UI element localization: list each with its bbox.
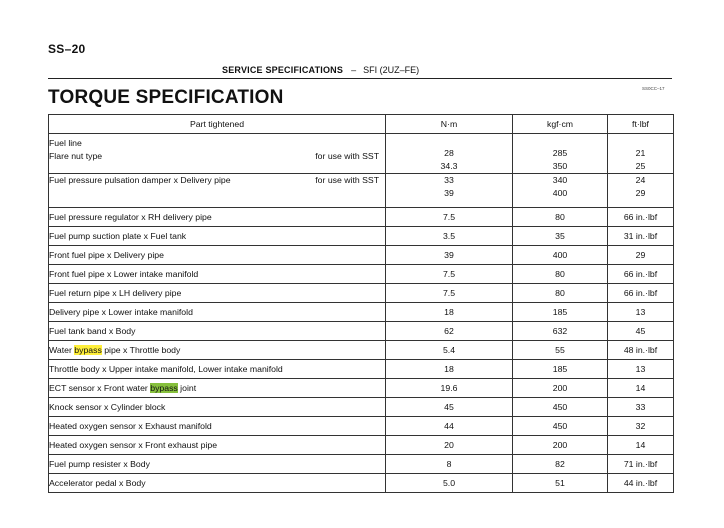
ft-cell: 66 in.·lbf xyxy=(608,208,674,227)
header-separator: – xyxy=(351,65,357,75)
fuel-line-heading: Fuel line xyxy=(49,138,82,148)
kgf-cell: 35 xyxy=(513,227,608,246)
sst-note: for use with SST xyxy=(315,151,379,161)
nm-value: 39 xyxy=(444,188,454,198)
nm-cell: 5.4 xyxy=(386,341,513,360)
kgf-cell: 80 xyxy=(513,265,608,284)
kgf-cell: 80 xyxy=(513,284,608,303)
section-title: SERVICE SPECIFICATIONS xyxy=(222,65,344,75)
torque-spec-table xyxy=(48,114,674,493)
nm-cell: 7.5 xyxy=(386,265,513,284)
sst-note: for use with SST xyxy=(315,175,379,185)
damper-line xyxy=(49,174,385,187)
ft-value: 25 xyxy=(635,161,646,171)
part-cell: Accelerator pedal x Body xyxy=(49,474,386,493)
table-row xyxy=(49,265,674,284)
ft-cell: 13 xyxy=(608,360,674,379)
part-cell xyxy=(49,379,386,398)
part-text: ECT sensor x Front water xyxy=(49,383,151,393)
part-cell: Front fuel pipe x Delivery pipe xyxy=(49,246,386,265)
column-header-ft: ft·lbf xyxy=(608,115,674,134)
nm-cell: 18 xyxy=(386,303,513,322)
kgf-cell: 82 xyxy=(513,455,608,474)
nm-cell xyxy=(386,174,513,208)
page-number: SS–20 xyxy=(48,42,86,56)
ft-cell: 66 in.·lbf xyxy=(608,284,674,303)
part-cell xyxy=(49,134,386,174)
nm-cell: 20 xyxy=(386,436,513,455)
kgf-cell: 450 xyxy=(513,417,608,436)
nm-cell: 5.0 xyxy=(386,474,513,493)
part-cell: Fuel pump resister x Body xyxy=(49,455,386,474)
kgf-cell xyxy=(513,174,608,208)
ft-value: 29 xyxy=(635,188,646,198)
nm-cell: 62 xyxy=(386,322,513,341)
table-row-pulsation-damper xyxy=(49,174,674,208)
kgf-cell: 55 xyxy=(513,341,608,360)
flare-nut-label: Flare nut type xyxy=(49,151,103,161)
search-highlight-current: bypass xyxy=(150,383,178,393)
part-cell: Throttle body x Upper intake manifold, Lower intake manifold xyxy=(49,360,386,379)
flare-nut-line xyxy=(49,150,385,163)
kgf-value: 400 xyxy=(552,188,568,198)
part-text: pipe x Throttle body xyxy=(101,345,181,355)
ft-value: 21 xyxy=(635,148,646,158)
ft-cell: 29 xyxy=(608,246,674,265)
nm-cell: 7.5 xyxy=(386,284,513,303)
table-row xyxy=(49,474,674,493)
part-cell xyxy=(49,341,386,360)
column-header-nm: N·m xyxy=(386,115,513,134)
kgf-value: 340 xyxy=(552,175,568,185)
ft-cell xyxy=(608,174,674,208)
table-row xyxy=(49,322,674,341)
ft-cell: 14 xyxy=(608,436,674,455)
damper-label: Fuel pressure pulsation damper x Delivery pipe xyxy=(49,175,231,185)
ft-cell: 45 xyxy=(608,322,674,341)
kgf-cell: 450 xyxy=(513,398,608,417)
kgf-value: 350 xyxy=(552,161,568,171)
nm-cell: 39 xyxy=(386,246,513,265)
column-header-part: Part tightened xyxy=(49,115,386,134)
part-cell: Knock sensor x Cylinder block xyxy=(49,398,386,417)
nm-cell: 7.5 xyxy=(386,208,513,227)
table-row xyxy=(49,303,674,322)
ft-cell xyxy=(608,134,674,174)
part-cell: Delivery pipe x Lower intake manifold xyxy=(49,303,386,322)
table-row xyxy=(49,341,674,360)
page-title: TORQUE SPECIFICATION xyxy=(48,87,284,108)
part-cell xyxy=(49,174,386,208)
subsection-title: SFI (2UZ–FE) xyxy=(363,65,420,75)
table-row xyxy=(49,227,674,246)
table-row-fuel-line xyxy=(49,134,674,174)
table-row xyxy=(49,436,674,455)
ft-cell: 66 in.·lbf xyxy=(608,265,674,284)
nm-value: 28 xyxy=(444,148,454,158)
kgf-cell: 80 xyxy=(513,208,608,227)
ft-cell: 48 in.·lbf xyxy=(608,341,674,360)
kgf-cell: 200 xyxy=(513,436,608,455)
nm-cell: 8 xyxy=(386,455,513,474)
kgf-value: 285 xyxy=(552,148,568,158)
running-header xyxy=(222,65,419,75)
part-cell: Heated oxygen sensor x Front exhaust pipe xyxy=(49,436,386,455)
nm-value: 33 xyxy=(444,175,454,185)
table-row xyxy=(49,379,674,398)
table-row xyxy=(49,398,674,417)
search-highlight: bypass xyxy=(74,345,102,355)
part-text: Water xyxy=(49,345,75,355)
table-row xyxy=(49,417,674,436)
ft-cell: 13 xyxy=(608,303,674,322)
part-cell: Front fuel pipe x Lower intake manifold xyxy=(49,265,386,284)
table-row xyxy=(49,246,674,265)
ft-cell: 71 in.·lbf xyxy=(608,455,674,474)
kgf-cell: 200 xyxy=(513,379,608,398)
kgf-cell xyxy=(513,134,608,174)
part-cell: Fuel tank band x Body xyxy=(49,322,386,341)
column-header-kgf: kgf·cm xyxy=(513,115,608,134)
kgf-cell: 400 xyxy=(513,246,608,265)
kgf-cell: 185 xyxy=(513,303,608,322)
part-cell: Fuel pump suction plate x Fuel tank xyxy=(49,227,386,246)
header-rule xyxy=(48,78,672,79)
table-row xyxy=(49,455,674,474)
table-row xyxy=(49,208,674,227)
ft-cell: 33 xyxy=(608,398,674,417)
kgf-cell: 185 xyxy=(513,360,608,379)
ft-cell: 14 xyxy=(608,379,674,398)
ft-value: 24 xyxy=(635,175,646,185)
nm-cell: 19.6 xyxy=(386,379,513,398)
table-row xyxy=(49,360,674,379)
ft-cell: 44 in.·lbf xyxy=(608,474,674,493)
part-cell: Fuel pressure regulator x RH delivery pipe xyxy=(49,208,386,227)
ft-cell: 31 in.·lbf xyxy=(608,227,674,246)
nm-cell: 3.5 xyxy=(386,227,513,246)
nm-value: 34.3 xyxy=(440,161,458,171)
ft-cell: 32 xyxy=(608,417,674,436)
part-text: joint xyxy=(177,383,197,393)
table-header-row xyxy=(49,115,674,134)
nm-cell: 44 xyxy=(386,417,513,436)
kgf-cell: 632 xyxy=(513,322,608,341)
table-row xyxy=(49,284,674,303)
document-code: SS0CC–17 xyxy=(642,86,665,91)
nm-cell xyxy=(386,134,513,174)
kgf-cell: 51 xyxy=(513,474,608,493)
part-cell: Fuel return pipe x LH delivery pipe xyxy=(49,284,386,303)
part-cell: Heated oxygen sensor x Exhaust manifold xyxy=(49,417,386,436)
nm-cell: 45 xyxy=(386,398,513,417)
nm-cell: 18 xyxy=(386,360,513,379)
